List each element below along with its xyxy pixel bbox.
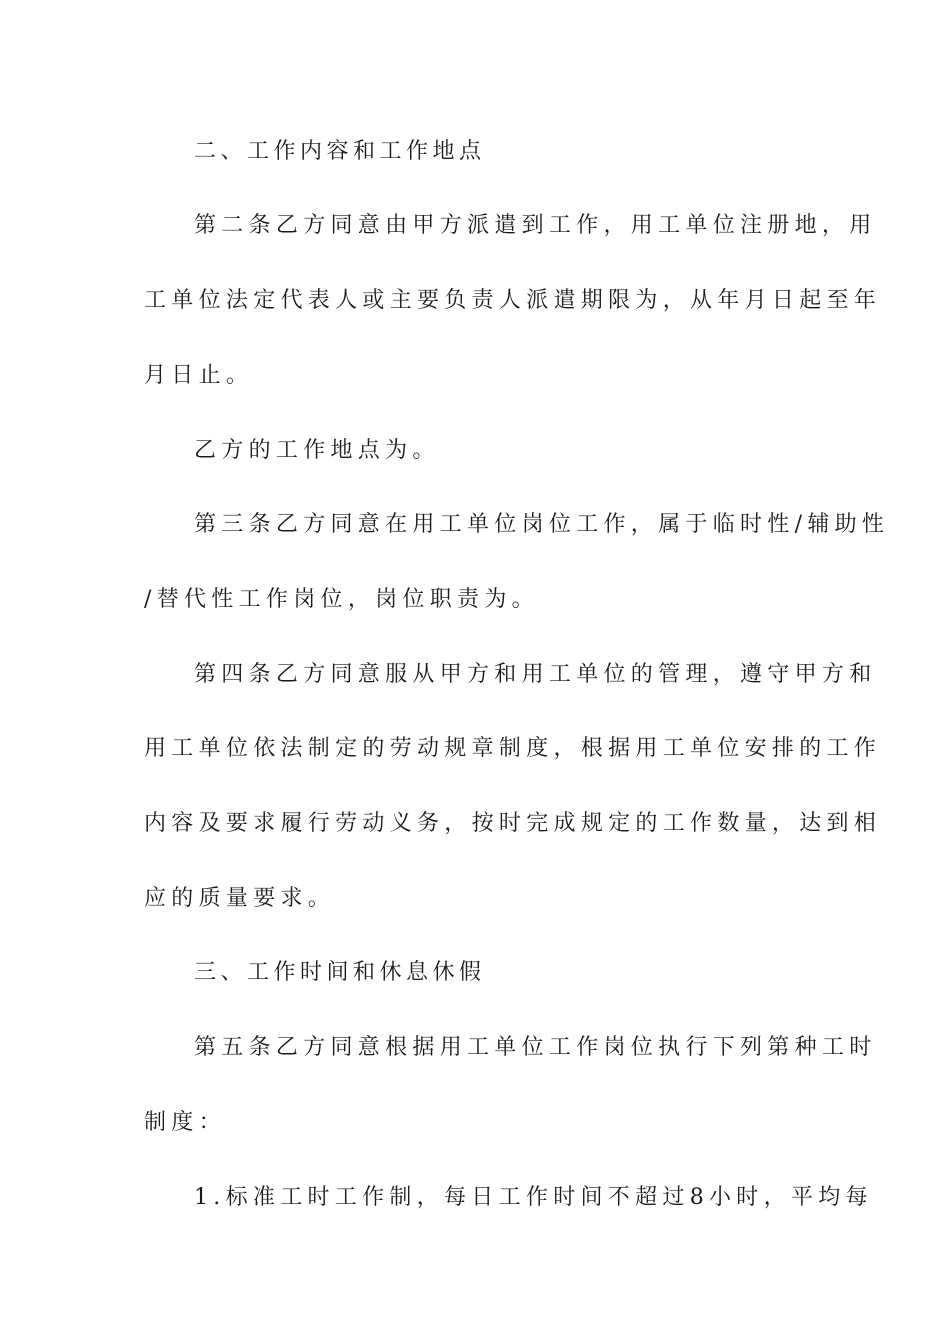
paragraph-line: 第五条乙方同意根据用工单位工作岗位执行下列第种工时	[194, 1035, 877, 1060]
paragraph-line: 1.标准工时工作制，每日工作时间不超过8小时，平均每	[194, 1185, 873, 1210]
paragraph-line: 用工单位依法制定的劳动规章制度，根据用工单位安排的工作	[144, 736, 882, 761]
paragraph-line: 第四条乙方同意服从甲方和用工单位的管理，遵守甲方和	[194, 662, 877, 687]
paragraph-line: 制度：	[144, 1110, 226, 1135]
paragraph-line: 内容及要求履行劳动义务，按时完成规定的工作数量，达到相	[144, 811, 882, 836]
paragraph-line: 工单位法定代表人或主要负责人派遣期限为，从年月日起至年	[144, 288, 882, 313]
section-heading-work-content: 二、工作内容和工作地点	[194, 139, 486, 164]
paragraph-line: /替代性工作岗位，岗位职责为。	[144, 587, 539, 612]
paragraph-line: 应的质量要求。	[144, 886, 336, 911]
paragraph-line: 月日止。	[144, 363, 254, 388]
paragraph-line: 第三条乙方同意在用工单位岗位工作，属于临时性/辅助性	[194, 512, 890, 537]
section-heading-work-time: 三、工作时间和休息休假	[194, 960, 486, 985]
paragraph-line: 第二条乙方同意由甲方派遣到工作，用工单位注册地，用	[194, 213, 877, 238]
paragraph-line: 乙方的工作地点为。	[194, 438, 440, 463]
